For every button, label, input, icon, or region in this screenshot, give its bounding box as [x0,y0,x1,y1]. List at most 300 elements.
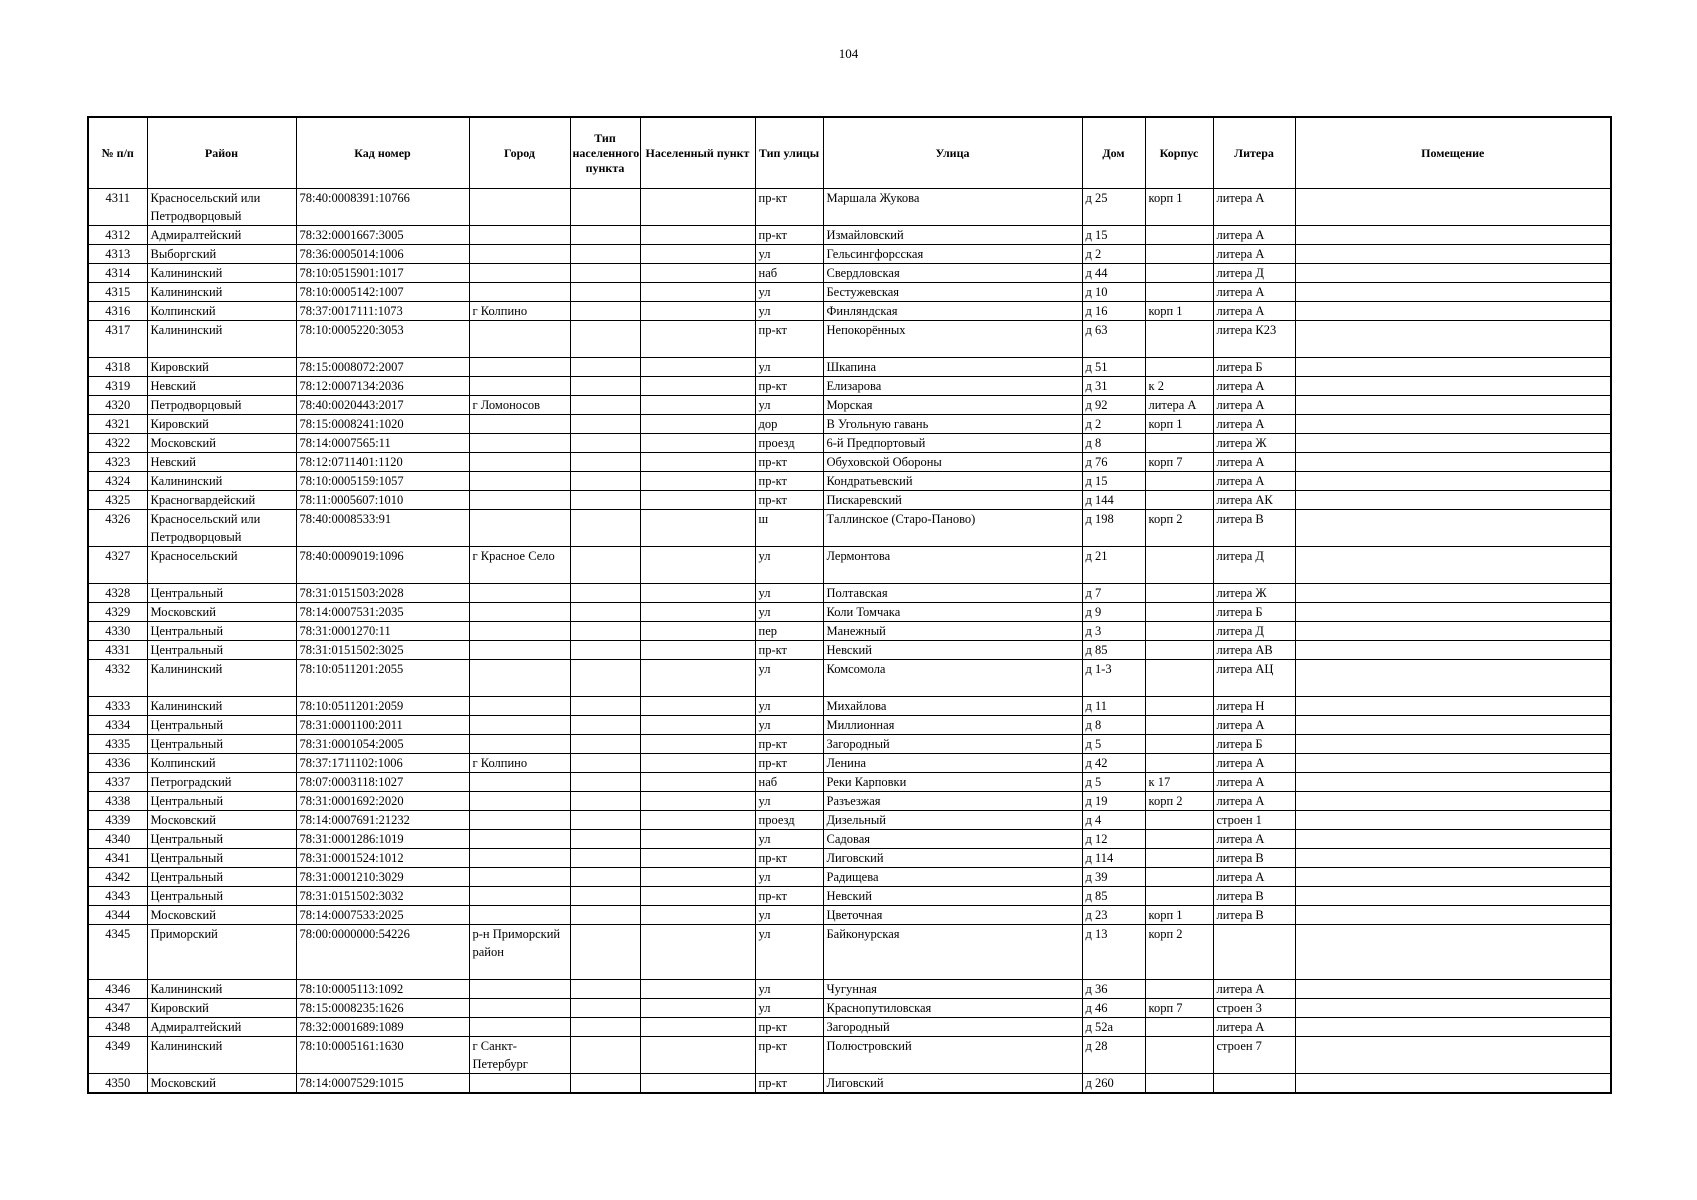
cell-district: Колпинский [147,754,296,773]
cell-street-type: пр-кт [755,491,823,510]
cell-district: Калининский [147,264,296,283]
cell-settlement-type [570,453,640,472]
cell-cad-number: 78:31:0001100:2011 [296,716,469,735]
header-street-type: Тип улицы [755,117,823,189]
cell-settlement [640,302,755,321]
cell-city [469,999,570,1018]
cell-city [469,622,570,641]
cell-city [469,358,570,377]
cell-settlement-type [570,906,640,925]
cell-building: корп 2 [1145,510,1213,547]
table-row [88,358,1611,377]
cell-settlement [640,264,755,283]
table-row [88,510,1611,547]
cell-letter: литера А [1213,472,1295,491]
cell-house: д 11 [1082,697,1145,716]
cell-letter: литера А [1213,377,1295,396]
table-row [88,641,1611,660]
cell-street-type: ул [755,245,823,264]
cell-street-type: ул [755,547,823,584]
cell-settlement [640,472,755,491]
cell-letter: строен 1 [1213,811,1295,830]
header-settlement-type: Тип населенного пункта [570,117,640,189]
cell-city [469,434,570,453]
cell-street: Пискаревский [823,491,1082,510]
cell-street-type: пр-кт [755,1018,823,1037]
cell-cad-number: 78:15:0008235:1626 [296,999,469,1018]
table-row [88,830,1611,849]
cell-building [1145,697,1213,716]
cell-room [1295,925,1611,980]
cell-settlement [640,811,755,830]
cell-street: Маршала Жукова [823,189,1082,226]
cell-letter: литера Б [1213,735,1295,754]
cell-room [1295,830,1611,849]
cell-building [1145,735,1213,754]
cell-cad-number: 78:31:0001524:1012 [296,849,469,868]
cell-settlement [640,1018,755,1037]
table-row [88,735,1611,754]
table-row [88,773,1611,792]
cell-street: Цветочная [823,906,1082,925]
cell-room [1295,226,1611,245]
cell-cad-number: 78:10:0511201:2059 [296,697,469,716]
cell-cad-number: 78:10:0005159:1057 [296,472,469,491]
cell-letter: литера А [1213,453,1295,472]
cell-settlement [640,547,755,584]
cell-city [469,321,570,358]
cell-building [1145,1074,1213,1094]
cell-building [1145,245,1213,264]
table-row [88,584,1611,603]
cell-num: 4341 [88,849,147,868]
table-row [88,622,1611,641]
cell-city [469,283,570,302]
cell-letter: литера А [1213,830,1295,849]
cell-settlement [640,396,755,415]
cell-room [1295,906,1611,925]
cell-settlement-type [570,245,640,264]
cell-settlement-type [570,1018,640,1037]
cell-settlement [640,660,755,697]
cell-letter: литера А [1213,226,1295,245]
cell-settlement-type [570,773,640,792]
cell-num: 4318 [88,358,147,377]
cell-room [1295,283,1611,302]
cell-street: Краснопутиловская [823,999,1082,1018]
cell-settlement-type [570,887,640,906]
cell-street: Лиговский [823,1074,1082,1094]
cell-letter: литера А [1213,792,1295,811]
cell-house: д 28 [1082,1037,1145,1074]
cell-settlement [640,189,755,226]
cell-room [1295,396,1611,415]
cell-city [469,697,570,716]
cell-house: д 4 [1082,811,1145,830]
header-num: № п/п [88,117,147,189]
cell-num: 4323 [88,453,147,472]
cell-city [469,868,570,887]
cell-street-type: ул [755,584,823,603]
cell-room [1295,302,1611,321]
cell-street: Лермонтова [823,547,1082,584]
table-row [88,811,1611,830]
cell-street-type: наб [755,773,823,792]
cell-building: корп 7 [1145,453,1213,472]
table-row [88,660,1611,697]
cell-settlement-type [570,754,640,773]
cell-room [1295,584,1611,603]
cell-house: д 85 [1082,641,1145,660]
cell-building [1145,547,1213,584]
cell-settlement-type [570,434,640,453]
table-row [88,887,1611,906]
cell-street-type: ш [755,510,823,547]
cell-building: литера А [1145,396,1213,415]
cell-room [1295,716,1611,735]
cell-num: 4332 [88,660,147,697]
cell-street-type: пр-кт [755,735,823,754]
cell-district: Центральный [147,868,296,887]
cell-city [469,377,570,396]
cell-district: Московский [147,906,296,925]
cell-building: корп 2 [1145,925,1213,980]
cell-street-type: пер [755,622,823,641]
table-row [88,491,1611,510]
cell-letter: литера А [1213,189,1295,226]
cell-street-type: ул [755,660,823,697]
cell-settlement-type [570,641,640,660]
table-row [88,245,1611,264]
cell-house: д 3 [1082,622,1145,641]
table-row [88,1074,1611,1094]
cell-street: Лиговский [823,849,1082,868]
cell-settlement-type [570,226,640,245]
cell-district: Невский [147,377,296,396]
cell-num: 4326 [88,510,147,547]
cell-city [469,773,570,792]
cell-building [1145,358,1213,377]
cell-settlement-type [570,321,640,358]
cell-city [469,510,570,547]
cell-room [1295,1037,1611,1074]
cell-letter: строен 3 [1213,999,1295,1018]
cell-letter: литера А [1213,980,1295,999]
cell-cad-number: 78:31:0001286:1019 [296,830,469,849]
cell-room [1295,622,1611,641]
cell-settlement-type [570,622,640,641]
cell-street: Обуховской Обороны [823,453,1082,472]
cell-room [1295,773,1611,792]
cell-room [1295,603,1611,622]
cell-letter: литера В [1213,906,1295,925]
cell-city [469,491,570,510]
cell-street-type: ул [755,999,823,1018]
table-row [88,792,1611,811]
cell-cad-number: 78:14:0007533:2025 [296,906,469,925]
cell-district: Адмиралтейский [147,226,296,245]
cell-house: д 92 [1082,396,1145,415]
cell-building [1145,811,1213,830]
cell-district: Калининский [147,1037,296,1074]
table-row [88,321,1611,358]
cell-house: д 16 [1082,302,1145,321]
cell-street-type: пр-кт [755,641,823,660]
cell-building [1145,321,1213,358]
table-row [88,1018,1611,1037]
cell-street: Чугунная [823,980,1082,999]
cell-street: Измайловский [823,226,1082,245]
cell-street: Свердловская [823,264,1082,283]
cell-room [1295,754,1611,773]
cell-num: 4333 [88,697,147,716]
cell-settlement-type [570,189,640,226]
cell-city [469,603,570,622]
cell-street: Бестужевская [823,283,1082,302]
cell-city [469,245,570,264]
cell-num: 4334 [88,716,147,735]
cell-house: д 25 [1082,189,1145,226]
cell-letter: литера АВ [1213,641,1295,660]
cell-settlement-type [570,980,640,999]
cell-street: Полтавская [823,584,1082,603]
cell-settlement [640,754,755,773]
cell-house: д 23 [1082,906,1145,925]
cell-building: корп 2 [1145,792,1213,811]
cell-cad-number: 78:40:0008391:10766 [296,189,469,226]
cell-cad-number: 78:31:0001210:3029 [296,868,469,887]
cell-city [469,641,570,660]
cell-building [1145,1018,1213,1037]
cell-street: Ленина [823,754,1082,773]
header-letter: Литера [1213,117,1295,189]
cell-house: д 9 [1082,603,1145,622]
cell-settlement-type [570,491,640,510]
cell-city [469,415,570,434]
table-row [88,716,1611,735]
cell-house: д 51 [1082,358,1145,377]
cell-city [469,811,570,830]
cell-cad-number: 78:10:0005220:3053 [296,321,469,358]
cell-room [1295,321,1611,358]
cell-building: корп 1 [1145,189,1213,226]
table-row [88,603,1611,622]
table-row [88,226,1611,245]
cell-street-type: пр-кт [755,226,823,245]
cell-city: г Санкт-Петербург [469,1037,570,1074]
cell-street: Михайлова [823,697,1082,716]
cell-num: 4320 [88,396,147,415]
table-row [88,377,1611,396]
cell-settlement [640,491,755,510]
cell-letter: литера Ж [1213,584,1295,603]
page-number: 104 [838,46,859,61]
table-row [88,453,1611,472]
cell-letter [1213,925,1295,980]
header-cad-number: Кад номер [296,117,469,189]
cell-district: Московский [147,811,296,830]
cell-house: д 2 [1082,415,1145,434]
cell-cad-number: 78:31:0151503:2028 [296,584,469,603]
cell-city: г Ломоносов [469,396,570,415]
cell-street-type: дор [755,415,823,434]
cell-city: р-н Приморский район [469,925,570,980]
cell-num: 4311 [88,189,147,226]
cell-building [1145,434,1213,453]
cell-settlement [640,245,755,264]
cell-district: Центральный [147,584,296,603]
cell-letter: литера Д [1213,547,1295,584]
table-row [88,264,1611,283]
cell-room [1295,868,1611,887]
cell-settlement-type [570,264,640,283]
cell-street: 6-й Предпортовый [823,434,1082,453]
cell-district: Московский [147,434,296,453]
cell-settlement-type [570,510,640,547]
cell-letter: литера Н [1213,697,1295,716]
cell-cad-number: 78:31:0151502:3032 [296,887,469,906]
cell-city: г Колпино [469,302,570,321]
cell-settlement-type [570,660,640,697]
cell-city [469,830,570,849]
cell-district: Красносельский или Петродворцовый [147,189,296,226]
cell-settlement [640,434,755,453]
cell-settlement [640,773,755,792]
cell-room [1295,1018,1611,1037]
cell-settlement-type [570,396,640,415]
cell-street: Шкапина [823,358,1082,377]
cell-house: д 46 [1082,999,1145,1018]
cell-num: 4327 [88,547,147,584]
cell-settlement-type [570,472,640,491]
cell-district: Калининский [147,660,296,697]
cell-street: Реки Карповки [823,773,1082,792]
cell-street-type: пр-кт [755,377,823,396]
cell-room [1295,697,1611,716]
cell-settlement-type [570,735,640,754]
cell-letter: литера В [1213,849,1295,868]
cell-district: Калининский [147,283,296,302]
cell-house: д 7 [1082,584,1145,603]
cell-street-type: проезд [755,811,823,830]
cell-cad-number: 78:32:0001689:1089 [296,1018,469,1037]
cell-house: д 12 [1082,830,1145,849]
cell-room [1295,472,1611,491]
cell-building: корп 7 [1145,999,1213,1018]
cell-letter: строен 7 [1213,1037,1295,1074]
cell-letter: литера А [1213,1018,1295,1037]
cell-cad-number: 78:10:0005113:1092 [296,980,469,999]
cell-settlement [640,510,755,547]
cell-building [1145,472,1213,491]
cell-district: Московский [147,1074,296,1094]
cell-cad-number: 78:15:0008241:1020 [296,415,469,434]
cell-building: корп 1 [1145,906,1213,925]
cell-settlement-type [570,283,640,302]
header-row [88,117,1611,189]
header-settlement: Населенный пункт [640,117,755,189]
cell-city [469,226,570,245]
table-row [88,697,1611,716]
cell-settlement [640,999,755,1018]
cell-district: Петродворцовый [147,396,296,415]
cell-settlement [640,603,755,622]
cell-num: 4340 [88,830,147,849]
cell-street-type: ул [755,396,823,415]
cell-street-type: пр-кт [755,887,823,906]
cell-num: 4348 [88,1018,147,1037]
cell-city [469,906,570,925]
cell-room [1295,641,1611,660]
cell-city [469,264,570,283]
cell-street-type: пр-кт [755,1037,823,1074]
cell-street: Миллионная [823,716,1082,735]
cell-district: Кировский [147,415,296,434]
cell-settlement-type [570,868,640,887]
cell-num: 4319 [88,377,147,396]
header-house: Дом [1082,117,1145,189]
table-row [88,1037,1611,1074]
cell-room [1295,887,1611,906]
cell-letter: литера К23 [1213,321,1295,358]
cell-district: Калининский [147,472,296,491]
cell-cad-number: 78:00:0000000:54226 [296,925,469,980]
cell-district: Центральный [147,792,296,811]
cell-street: Загородный [823,1018,1082,1037]
cell-settlement-type [570,716,640,735]
table-row [88,283,1611,302]
header-district: Район [147,117,296,189]
cell-district: Красногвардейский [147,491,296,510]
cell-street-type: проезд [755,434,823,453]
cell-num: 4337 [88,773,147,792]
cell-num: 4312 [88,226,147,245]
table-row [88,434,1611,453]
cell-settlement [640,925,755,980]
cell-street-type: пр-кт [755,453,823,472]
table-row [88,754,1611,773]
cell-street: Коли Томчака [823,603,1082,622]
table-row [88,302,1611,321]
cell-district: Приморский [147,925,296,980]
cell-building [1145,491,1213,510]
cell-settlement [640,735,755,754]
cell-cad-number: 78:12:0007134:2036 [296,377,469,396]
cell-settlement [640,377,755,396]
cell-street: Разъезжая [823,792,1082,811]
cell-street-type: пр-кт [755,754,823,773]
cell-settlement-type [570,925,640,980]
cell-building [1145,868,1213,887]
cell-cad-number: 78:32:0001667:3005 [296,226,469,245]
cell-district: Адмиралтейский [147,1018,296,1037]
cell-settlement [640,1074,755,1094]
cell-settlement-type [570,792,640,811]
cell-room [1295,358,1611,377]
cell-building: корп 1 [1145,302,1213,321]
cell-street: Елизарова [823,377,1082,396]
cell-room [1295,491,1611,510]
cell-settlement-type [570,584,640,603]
cell-letter: литера АЦ [1213,660,1295,697]
cell-city [469,735,570,754]
cell-num: 4313 [88,245,147,264]
cell-settlement-type [570,999,640,1018]
cell-room [1295,792,1611,811]
cell-cad-number: 78:31:0151502:3025 [296,641,469,660]
cell-house: д 19 [1082,792,1145,811]
cell-settlement [640,283,755,302]
